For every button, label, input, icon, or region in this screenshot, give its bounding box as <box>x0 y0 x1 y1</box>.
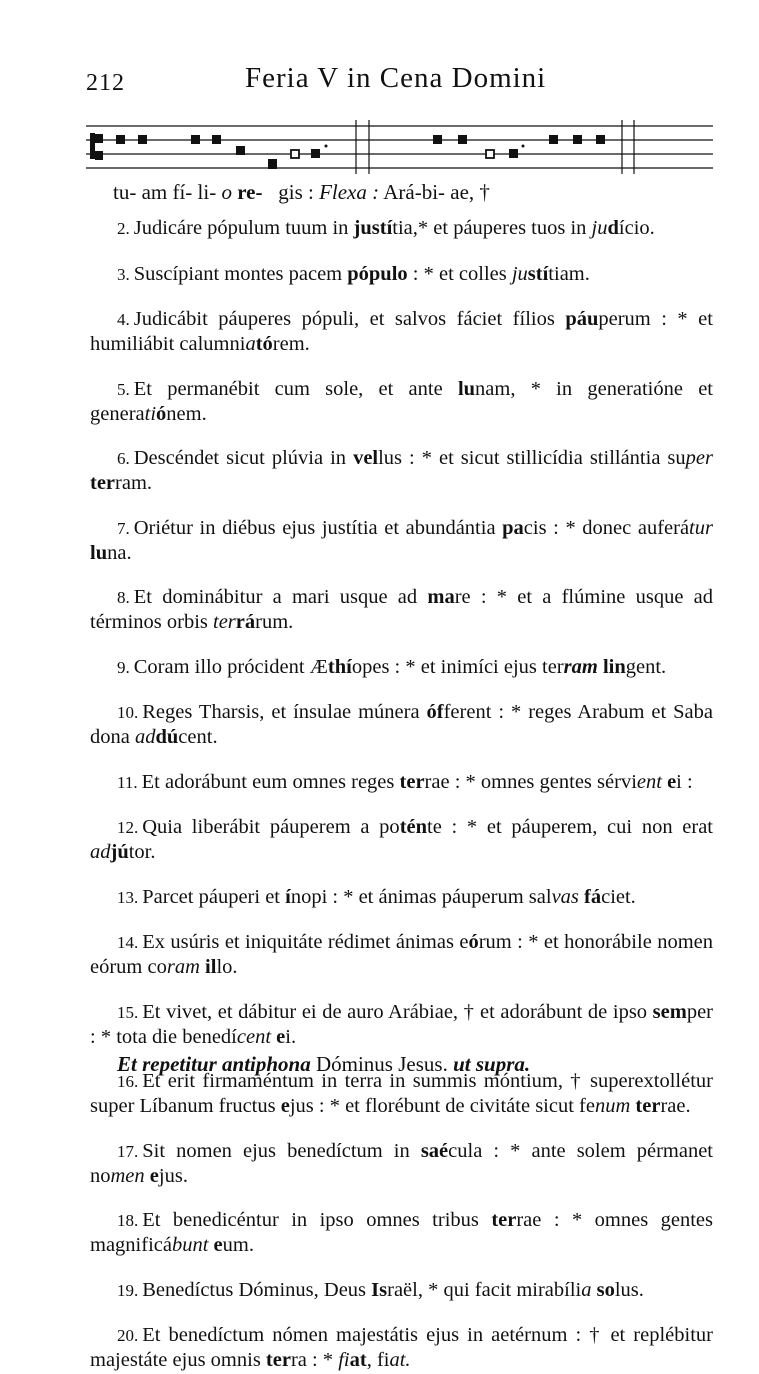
verse-11: 11. Et adorábunt eum omnes reges terrae : * omnes gentes sérvient ei : <box>117 770 693 793</box>
psalm-verses <box>90 216 713 1374</box>
chant-staff <box>86 118 713 178</box>
verse-15: 15. Et vivet, et dábitur ei de auro Arábiae, † et adorábunt de ipso semper : * tota die benedícent ei. <box>90 1000 713 1048</box>
verse-5: 5. Et permanébit cum sole, et ante lunam, * in generatióne et generatiónem. <box>90 377 713 425</box>
verse-12: 12. Quia liberábit páuperem a poténte : * et páuperem, cui non erat adjútor. <box>90 816 713 863</box>
verse-7: 7. Oriétur in diébus ejus justítia et abundántia pacis : * donec auferátur luna. <box>90 516 713 564</box>
verse-16: 16. Et erit firmaméntum in terra in summis móntium, † superextollétur super Líbanum fructus ejus : * et florébunt de civitáte sicut fenum terrae. <box>90 1070 713 1117</box>
verse-17: 17. Sit nomen ejus benedíctum in saécula : * ante solem pérmanet nomen ejus. <box>90 1139 713 1187</box>
verse-14: 14. Ex usúris et iniquitáte rédimet ánimas eórum : * et honorábile nomen eórum coram illo. <box>90 931 713 978</box>
verse-2: 2. Judicáre pópulum tuum in justítia,* et páuperes tuos in judício. <box>117 217 655 239</box>
verse-3: 3. Suscípiant montes pacem pópulo : * et colles justítiam. <box>117 262 590 285</box>
chant-text: tu- am fí- li- o re- gis : Flexa : Ará-bi- ae, † <box>113 180 490 204</box>
page-header <box>0 62 759 102</box>
verse-18: 18. Et benedicéntur in ipso omnes tribus terrae : * omnes gentes magnificábunt eum. <box>90 1209 713 1256</box>
neume-staff-graphic <box>86 118 713 178</box>
antiphon-rubric: Et repetitur antiphona Dóminus Jesus. ut supra. <box>117 1052 531 1076</box>
verse-20: 20. Et benedíctum nómen majestátis ejus in aetérnum : † et replébitur majestáte ejus omnis terra : * fiat, fiat. <box>90 1324 713 1371</box>
verse-6: 6. Descéndet sicut plúvia in vellus : * et sicut stillicídia stillántia super terram. <box>90 447 713 494</box>
page-number: 212 <box>86 70 125 96</box>
verse-8: 8. Et dominábitur a mari usque ad mare : * et a flúmine usque ad términos orbis terrárum. <box>90 586 713 633</box>
verse-9: 9. Coram illo prócident Æthíopes : * et inimíci ejus terram lingent. <box>117 655 667 678</box>
verse-4: 4. Judicábit páuperes pópuli, et salvos fáciet fílios páuperum : * et humiliábit calumniatórem. <box>90 308 713 355</box>
verse-10: 10. Reges Tharsis, et ínsulae múnera ófferent : * reges Arabum et Saba dona addúcent. <box>90 701 713 748</box>
verse-19: 19. Benedíctus Dóminus, Deus Israël, * qui facit mirabília solus. <box>117 1278 644 1301</box>
running-title: Feria V in Cena Domini <box>245 62 547 94</box>
verse-13: 13. Parcet páuperi et ínopi : * et ánimas páuperum salvas fáciet. <box>117 885 636 908</box>
